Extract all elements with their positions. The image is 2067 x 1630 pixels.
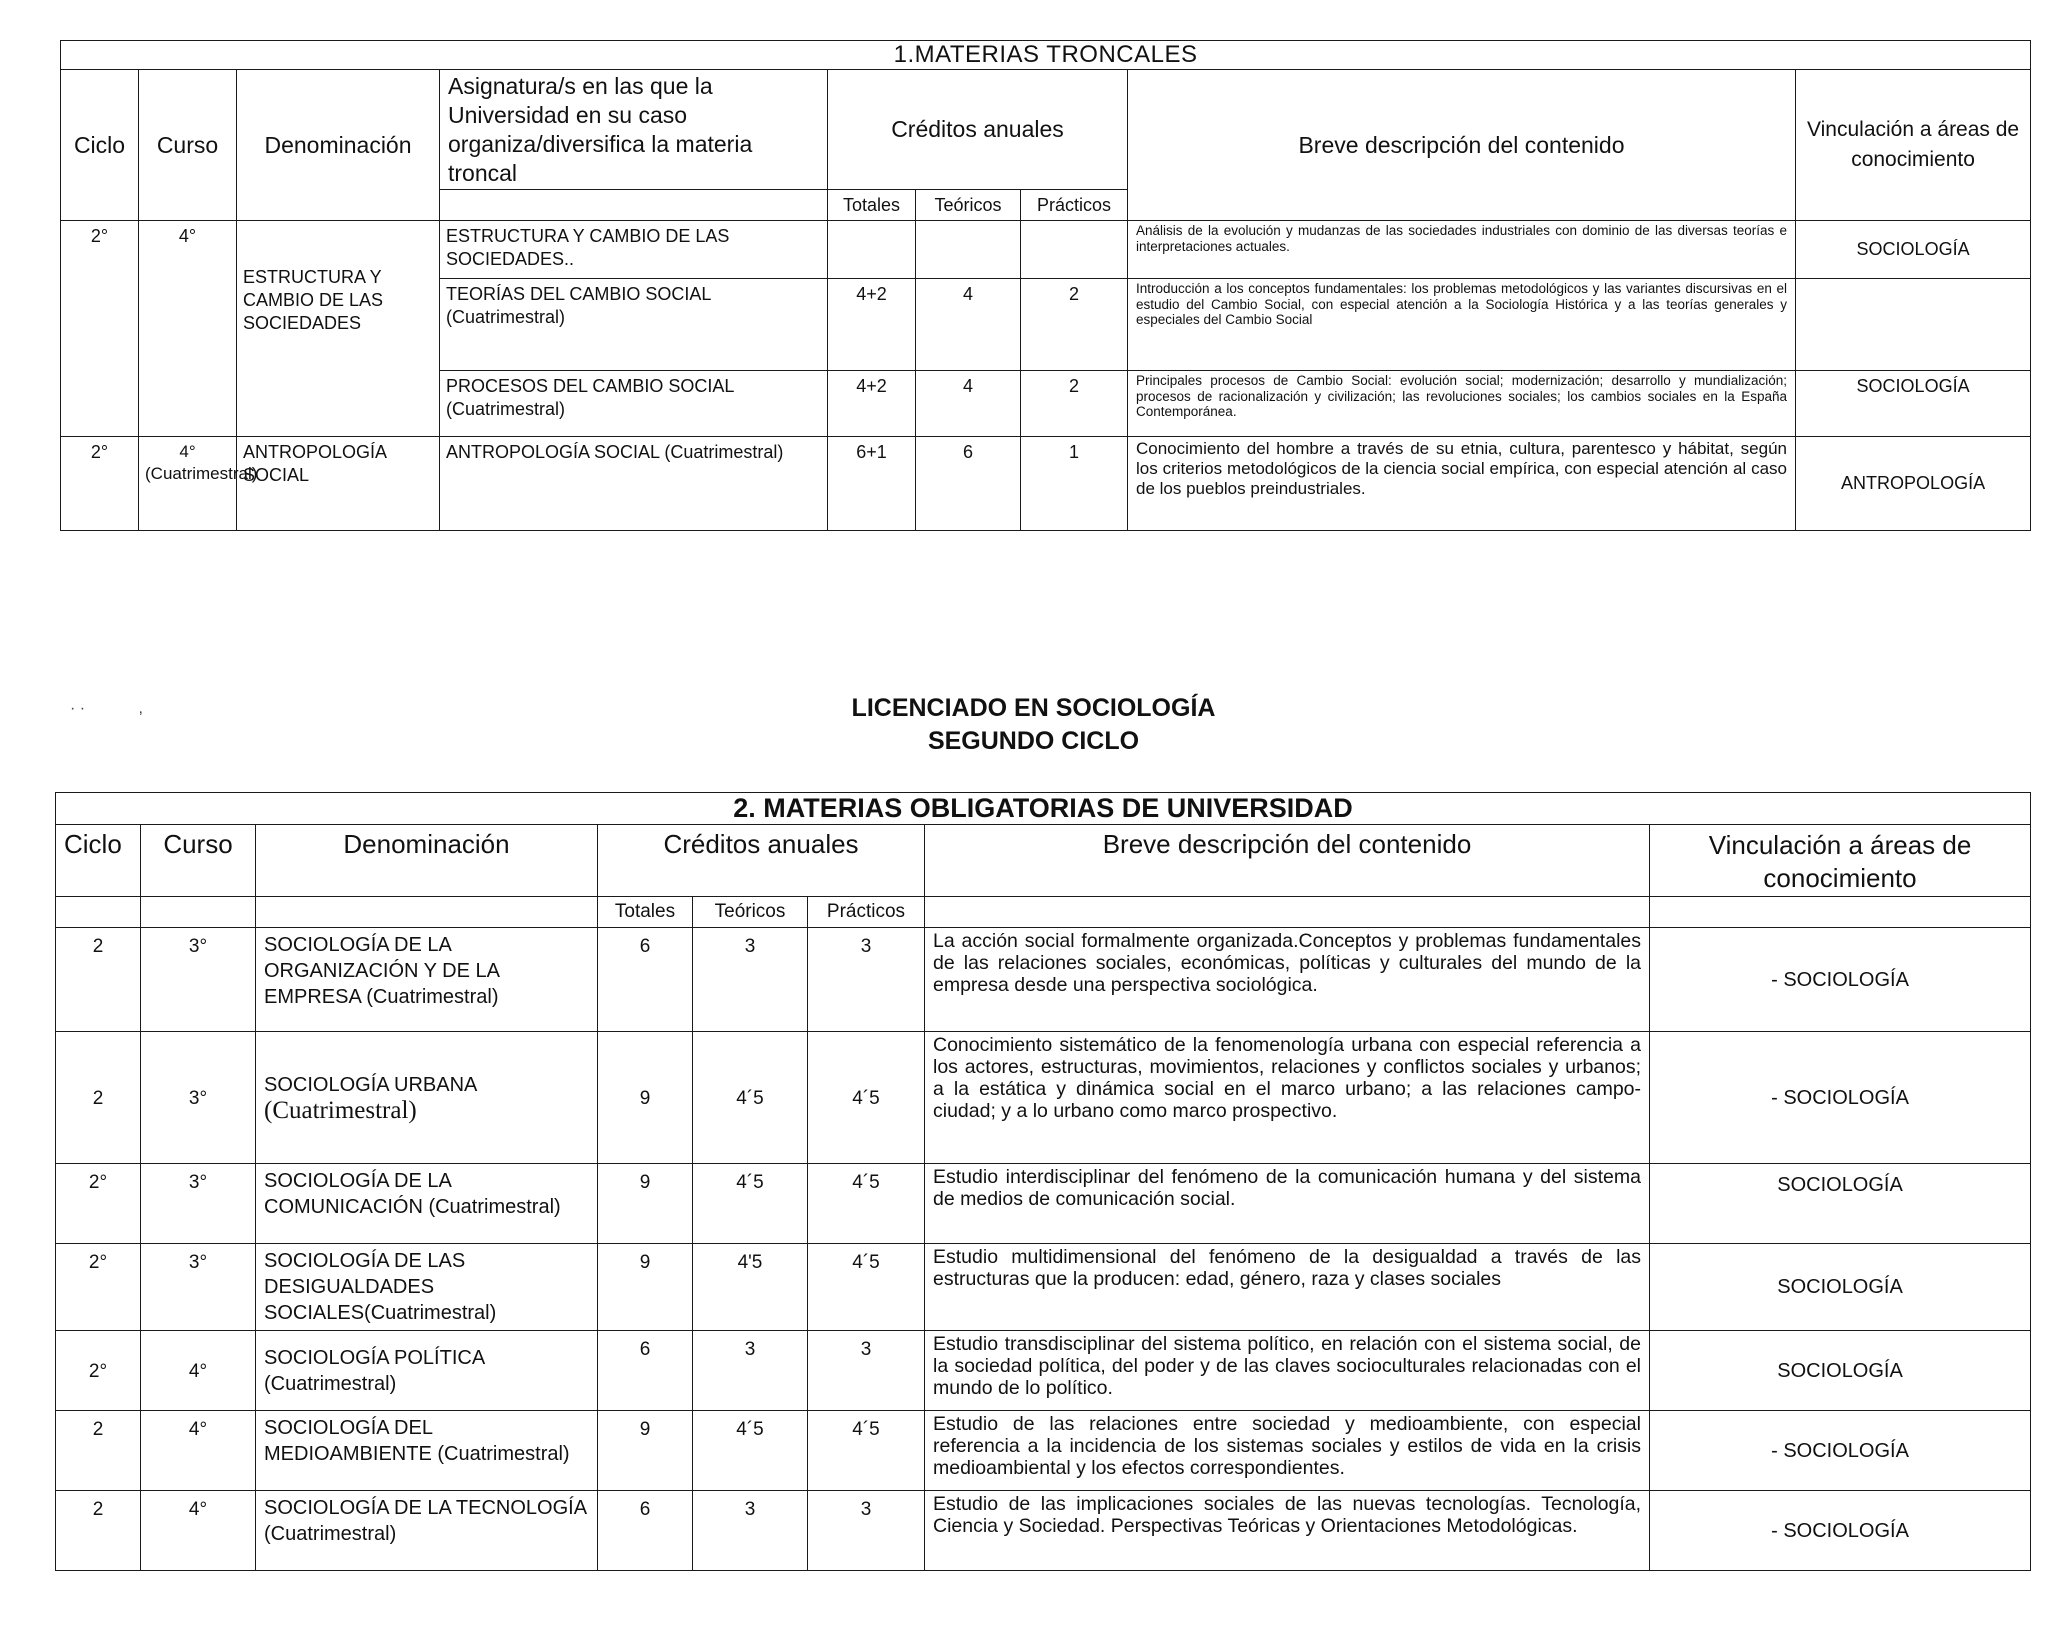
row-curso: 4°: [141, 1411, 256, 1491]
row1-ciclo: 2°: [61, 221, 139, 437]
row-denominacion: SOCIOLOGÍA DE LA ORGANIZACIÓN Y DE LA EMPRESA (Cuatrimestral): [256, 928, 598, 1032]
obligatorias-table: [55, 792, 2031, 1571]
header-denominacion: Denominación: [237, 70, 440, 221]
header-descripcion: Breve descripción del contenido: [1128, 70, 1796, 221]
table-row: [56, 1164, 2031, 1244]
row-descripcion: Estudio interdisciplinar del fenómeno de la comunicación humana y del sistema de medios de comunicación social.: [925, 1164, 1650, 1244]
row-area: SOCIOLOGÍA: [1650, 1164, 2031, 1244]
row-curso: 3°: [141, 1032, 256, 1164]
row-denominacion: SOCIOLOGÍA POLÍTICA (Cuatrimestral): [256, 1331, 598, 1411]
row-curso: 3°: [141, 1164, 256, 1244]
header-denominacion: Denominación: [256, 825, 598, 897]
row-teoricos: 4´5: [693, 1164, 808, 1244]
row1-asignatura-b: TEORÍAS DEL CAMBIO SOCIAL (Cuatrimestral): [440, 279, 828, 371]
header-teoricos: Teóricos: [916, 190, 1021, 221]
header-vinculacion: Vinculación a áreas de conocimiento: [1650, 825, 2031, 897]
row2-teoricos: 6: [916, 437, 1021, 531]
row-descripcion: Estudio multidimensional del fenómeno de la desigualdad a través de las estructuras que la producen: edad, género, raza y clases sociales: [925, 1244, 1650, 1331]
table-row: [56, 1411, 2031, 1491]
row-ciclo: 2: [56, 928, 141, 1032]
row-denominacion: SOCIOLOGÍA DE LA COMUNICACIÓN (Cuatrimestral): [256, 1164, 598, 1244]
row-descripcion: Estudio de las relaciones entre sociedad y medioambiente, con especial referencia a la incidencia de los sistemas sociales y estilos de vida en la crisis medioambiental y los efectos correspondientes.: [925, 1411, 1650, 1491]
header-practicos: Prácticos: [1021, 190, 1128, 221]
row1-area-a: SOCIOLOGÍA: [1796, 221, 2031, 279]
header-curso: Curso: [141, 825, 256, 897]
degree-cycle: SEGUNDO CICLO: [927, 727, 1140, 755]
header-creditos: Créditos anuales: [828, 70, 1128, 190]
row-practicos: 3: [808, 1491, 925, 1571]
header-vinculacion: Vinculación a áreas de conocimiento: [1796, 70, 2031, 221]
row2-descripcion: Conocimiento del hombre a través de su etnia, cultura, parentesco y hábitat, según los criterios metodológicos de la ciencia social empírica, con especial atención al caso de los pueblos preindustriales.: [1128, 437, 1796, 531]
row2-practicos: 1: [1021, 437, 1128, 531]
row1-descripcion-b: Introducción a los conceptos fundamentales: los problemas metodológicos y las variantes discursivas en el estudio del Cambio Social, con especial atención a la Sociología Histórica y a las teorías generales y especiales del Cambio Social: [1128, 279, 1796, 371]
row2-totales: 6+1: [828, 437, 916, 531]
degree-heading: [0, 692, 2067, 758]
row-totales: 6: [598, 1491, 693, 1571]
row1-area-c: SOCIOLOGÍA: [1796, 371, 2031, 437]
table-row: [56, 1032, 2031, 1164]
row-totales: 9: [598, 1411, 693, 1491]
row-denominacion-name: SOCIOLOGÍA URBANA: [264, 1073, 478, 1096]
row-descripcion: Estudio de las implicaciones sociales de las nuevas tecnologías. Tecnología, Ciencia y Sociedad. Perspectivas Teóricas y Orientaciones Metodológicas.: [925, 1491, 1650, 1571]
row-ciclo: 2°: [56, 1164, 141, 1244]
troncales-table: [60, 40, 2031, 531]
header-asignaturas: Asignatura/s en las que la Universidad en su caso organiza/diversifica la materia troncal: [440, 70, 828, 190]
table-row: [56, 1244, 2031, 1331]
row-totales: 9: [598, 1164, 693, 1244]
degree-title: LICENCIADO EN SOCIOLOGÍA: [851, 694, 1216, 722]
table1-title: 1.MATERIAS TRONCALES: [61, 41, 2031, 70]
row1-teoricos-c: 4: [916, 371, 1021, 437]
row2-asignatura: ANTROPOLOGÍA SOCIAL (Cuatrimestral): [440, 437, 828, 531]
row2-ciclo: 2°: [61, 437, 139, 531]
row-ciclo: 2°: [56, 1331, 141, 1411]
row-area: - SOCIOLOGÍA: [1650, 1032, 2031, 1164]
row-teoricos: 3: [693, 1331, 808, 1411]
row-curso: 3°: [141, 1244, 256, 1331]
row2-denominacion: ANTROPOLOGÍA SOCIAL: [237, 437, 440, 531]
row-practicos: 3: [808, 1331, 925, 1411]
row-teoricos: 4´5: [693, 1032, 808, 1164]
row-ciclo: 2: [56, 1411, 141, 1491]
row-area: SOCIOLOGÍA: [1650, 1331, 2031, 1411]
row-practicos: 3: [808, 928, 925, 1032]
row-ciclo: 2: [56, 1032, 141, 1164]
row2-area: ANTROPOLOGÍA: [1796, 437, 2031, 531]
row-totales: 6: [598, 928, 693, 1032]
header-ciclo: Ciclo: [61, 70, 139, 221]
table-row: [56, 1491, 2031, 1571]
row-ciclo: 2: [56, 1491, 141, 1571]
row-curso: 4°: [141, 1491, 256, 1571]
table-row: [56, 928, 2031, 1032]
row1-asignatura-a: ESTRUCTURA Y CAMBIO DE LAS SOCIEDADES..: [440, 221, 828, 279]
scan-specks: · · ,: [70, 700, 143, 717]
row1-practicos-b: 2: [1021, 279, 1128, 371]
row-practicos: 4´5: [808, 1244, 925, 1331]
row-curso: 4°: [141, 1331, 256, 1411]
row-teoricos: 3: [693, 928, 808, 1032]
row-area: - SOCIOLOGÍA: [1650, 928, 2031, 1032]
row-area: - SOCIOLOGÍA: [1650, 1491, 2031, 1571]
row-ciclo: 2°: [56, 1244, 141, 1331]
row-denominacion: SOCIOLOGÍA DE LAS DESIGUALDADES SOCIALES(Cuatrimestral): [256, 1244, 598, 1331]
row-descripcion: Estudio transdisciplinar del sistema político, en relación con el sistema social, de la sociedad política, del poder y de las claves socioculturales relacionadas con el mundo de lo político.: [925, 1331, 1650, 1411]
header-descripcion: Breve descripción del contenido: [925, 825, 1650, 897]
row1-totales-c: 4+2: [828, 371, 916, 437]
row-denominacion: SOCIOLOGÍA DEL MEDIOAMBIENTE (Cuatrimestral): [256, 1411, 598, 1491]
row-descripcion: La acción social formalmente organizada.Conceptos y problemas fundamentales de las relaciones sociales, económicas, políticas y culturales del mundo de la empresa desde una perspectiva sociológica.: [925, 928, 1650, 1032]
row1-totales-b: 4+2: [828, 279, 916, 371]
row-area: - SOCIOLOGÍA: [1650, 1411, 2031, 1491]
row-practicos: 4´5: [808, 1032, 925, 1164]
header-totales: Totales: [598, 897, 693, 928]
header-ciclo: Ciclo: [56, 825, 141, 897]
row1-curso: 4°: [139, 221, 237, 437]
table2-title: 2. MATERIAS OBLIGATORIAS DE UNIVERSIDAD: [56, 793, 2031, 825]
row-totales: 9: [598, 1032, 693, 1164]
header-creditos: Créditos anuales: [598, 825, 925, 897]
row-totales: 6: [598, 1331, 693, 1411]
row1-descripcion-c: Principales procesos de Cambio Social: evolución social; modernización; desarrollo y mundialización; procesos de racionalización y civilización; las revoluciones sociales; los cambios sociales en la España Contemporánea.: [1128, 371, 1796, 437]
row2-curso: 4° (Cuatrimestral): [139, 437, 237, 531]
table-row: [56, 1331, 2031, 1411]
row-teoricos: 4´5: [693, 1411, 808, 1491]
row-denominacion: [256, 1032, 598, 1164]
row-curso: 3°: [141, 928, 256, 1032]
header-curso: Curso: [139, 70, 237, 221]
row-denominacion-extra: (Cuatrimestral): [264, 1096, 417, 1124]
row-descripcion: Conocimiento sistemático de la fenomenología urbana con especial referencia a los actores, estructuras, movimientos, relaciones y conflictos sociales y urbanos; a la estática y dinámica social en el marco urbano; a las relaciones campo-ciudad; y a lo urbano como marco prospectivo.: [925, 1032, 1650, 1164]
row-teoricos: 4'5: [693, 1244, 808, 1331]
row-area: SOCIOLOGÍA: [1650, 1244, 2031, 1331]
row-totales: 9: [598, 1244, 693, 1331]
row1-practicos-c: 2: [1021, 371, 1128, 437]
row1-asignatura-c: PROCESOS DEL CAMBIO SOCIAL (Cuatrimestral): [440, 371, 828, 437]
row1-descripcion-a: Análisis de la evolución y mudanzas de las sociedades industriales con dominio de las diversas teorías e interpretaciones actuales.: [1128, 221, 1796, 279]
header-totales: Totales: [828, 190, 916, 221]
row1-denominacion: ESTRUCTURA Y CAMBIO DE LAS SOCIEDADES: [237, 221, 440, 437]
header-teoricos: Teóricos: [693, 897, 808, 928]
row-teoricos: 3: [693, 1491, 808, 1571]
row-denominacion: SOCIOLOGÍA DE LA TECNOLOGÍA (Cuatrimestral): [256, 1491, 598, 1571]
header-practicos: Prácticos: [808, 897, 925, 928]
row-practicos: 4´5: [808, 1411, 925, 1491]
row1-teoricos-b: 4: [916, 279, 1021, 371]
row-practicos: 4´5: [808, 1164, 925, 1244]
